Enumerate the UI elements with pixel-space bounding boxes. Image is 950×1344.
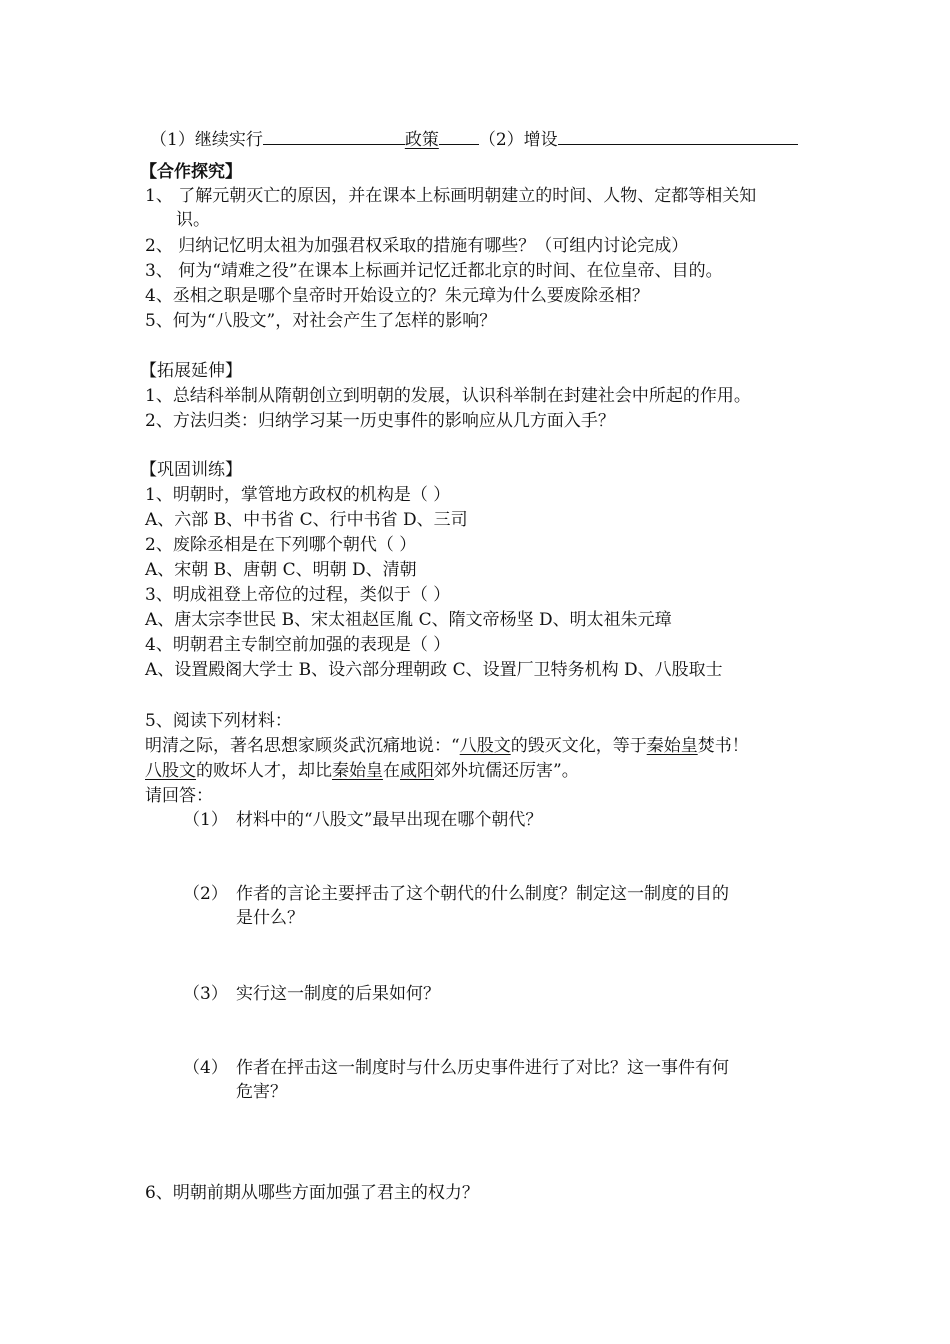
gonggu-o1: A、六部 B、中书省 C、行中书省 D、三司 [145, 510, 468, 530]
underlined-term: 八股文 [145, 761, 196, 781]
tuozhan-q1: 1、总结科举制从隋朝创立到明朝的发展，认识科举制在封建社会中所起的作用。 [145, 386, 751, 406]
gonggu-q2: 2、废除丞相是在下列哪个朝代（ ） [145, 535, 417, 555]
gonggu-o3: A、唐太宗李世民 B、宋太祖赵匡胤 C、隋文帝杨坚 D、明太祖朱元璋 [145, 610, 672, 630]
subq-2-text-line1: 作者的言论主要抨击了这个朝代的什么制度？制定这一制度的目的 [236, 884, 729, 904]
subq-3-num: （3） [183, 984, 228, 1004]
subq-4-text-line2: 危害？ [236, 1082, 287, 1102]
tuozhan-q2: 2、方法归类：归纳学习某一历史事件的影响应从几方面入手？ [145, 411, 615, 431]
hezuo-q3: 3、 何为“靖难之役”在课本上标画并记忆迁都北京的时间、在位皇帝、目的。 [145, 261, 723, 281]
gonggu-q3: 3、明成祖登上帝位的过程，类似于（ ） [145, 585, 451, 605]
q6: 6、明朝前期从哪些方面加强了君主的权力？ [145, 1183, 479, 1203]
q5-head: 5、阅读下列材料： [145, 711, 292, 731]
blank-line-2 [439, 126, 479, 145]
gonggu-o4: A、设置殿阁大学士 B、设六部分理朝政 C、设置厂卫特务机构 D、八股取士 [145, 660, 723, 680]
hezuo-q4: 4、丞相之职是哪个皇帝时开始设立的？朱元璋为什么要废除丞相？ [145, 286, 649, 306]
material-text: 焚书！ [697, 736, 749, 756]
subq-4-text-line1: 作者在抨击这一制度时与什么历史事件进行了对比？这一事件有何 [236, 1058, 729, 1078]
material-text: 明清之际，著名思想家顾炎武沉痛地说：“ [145, 736, 460, 756]
q5-material-line2 [145, 759, 579, 783]
material-text: 的毁灭文化，等于 [510, 736, 647, 756]
subq-3-text: 实行这一制度的后果如何？ [236, 984, 440, 1004]
subq-4-num: （4） [183, 1058, 228, 1078]
subq-1-num: （1） [183, 810, 228, 830]
subq-2-text-line2: 是什么？ [236, 908, 304, 928]
top-line-mid: 政策 [404, 130, 439, 150]
subq-2-num: （2） [183, 884, 228, 904]
q5-answer-label: 请回答： [145, 786, 213, 806]
q5-material-line1 [145, 734, 749, 758]
gonggu-q1: 1、明朝时，掌管地方政权的机构是（ ） [145, 485, 451, 505]
subq-1-text: 材料中的“八股文”最早出现在哪个朝代？ [236, 810, 543, 830]
material-text: 的败坏人才，却比 [196, 761, 332, 781]
material-text: 郊外坑儒还厉害”。 [434, 761, 579, 781]
section-title-tuozhan: 【拓展延伸】 [140, 361, 242, 381]
gonggu-o2: A、宋朝 B、唐朝 C、明朝 D、清朝 [145, 560, 417, 580]
gonggu-q4: 4、明朝君主专制空前加强的表现是（ ） [145, 635, 451, 655]
top-line-part1: （1）继续实行 [150, 130, 263, 150]
blank-line-1 [263, 126, 405, 145]
top-line [150, 126, 798, 152]
underlined-term: 秦始皇 [332, 761, 383, 781]
hezuo-q5: 5、何为“八股文”，对社会产生了怎样的影响？ [145, 311, 497, 331]
section-title-gonggu: 【巩固训练】 [140, 460, 242, 480]
underlined-term: 八股文 [459, 736, 511, 756]
hezuo-q2: 2、 归纳记忆明太祖为加强君权采取的措施有哪些？（可组内讨论完成） [145, 236, 689, 256]
top-line-part2: （2）增设 [478, 130, 558, 150]
underlined-term: 秦始皇 [646, 736, 698, 756]
blank-line-3 [558, 126, 798, 145]
hezuo-q1-line1: 1、 了解元朝灭亡的原因，并在课本上标画明朝建立的时间、人物、定都等相关知 [145, 186, 757, 206]
section-title-hezuo: 【合作探究】 [140, 162, 242, 182]
underlined-term: 咸阳 [400, 761, 434, 781]
material-text: 在 [383, 761, 400, 781]
hezuo-q1-line2: 识。 [176, 210, 210, 230]
